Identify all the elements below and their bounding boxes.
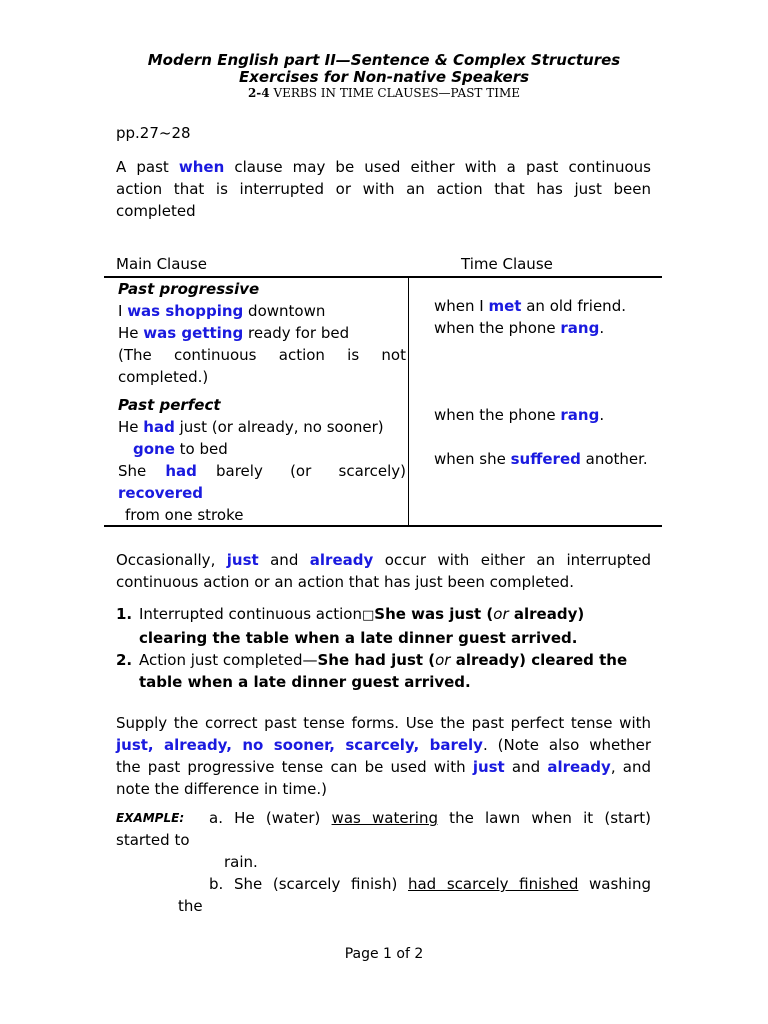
verb-was-getting: was getting	[143, 324, 244, 342]
example-block	[116, 807, 651, 917]
keyword-just: just	[226, 551, 259, 569]
verb-had: had	[165, 462, 197, 480]
text: Action just completed—	[139, 651, 318, 669]
text: when I	[434, 297, 489, 315]
perfect-title: Past perfect	[118, 396, 221, 414]
text: already) cleared the	[450, 651, 628, 669]
text: b. She (scarcely finish)	[209, 875, 408, 893]
perfect-example-2	[118, 460, 406, 482]
perfect-example-1-cont	[118, 438, 406, 460]
perfect-example-2-end: from one stroke	[125, 506, 244, 524]
text: and	[258, 551, 310, 569]
keyword-just: just	[472, 758, 505, 776]
text: or	[493, 605, 509, 623]
text: .	[599, 406, 605, 424]
text: and	[504, 758, 548, 776]
progressive-note-1: (The continuous action is not	[118, 346, 406, 364]
keyword-list: just, already, no sooner, scarcely, barely	[116, 736, 483, 754]
example-a-line-3: rain.	[224, 853, 258, 871]
occasionally-line-2: continuous action or an action that has just been completed.	[116, 573, 574, 591]
instructions-line-2	[116, 734, 651, 756]
example-a-answer: was watering	[331, 809, 438, 827]
separator-glyph: □	[361, 608, 375, 623]
instructions-line-3	[116, 756, 651, 778]
list-item	[116, 603, 656, 649]
intro-line-2: action that is interrupted or with an action that has just been	[116, 180, 651, 198]
list-item-2-line-1	[116, 649, 656, 671]
table-column-divider	[408, 278, 409, 525]
text: I	[118, 302, 128, 320]
example-a-line-1	[116, 807, 651, 829]
keyword-already: already	[547, 758, 611, 776]
section-number: 2-4	[247, 86, 270, 100]
list-number: 1.	[116, 605, 133, 623]
text: She was just (	[374, 605, 494, 623]
text: another.	[580, 450, 648, 468]
perfect-main-cell	[118, 394, 406, 526]
list-item	[116, 649, 656, 693]
text: to bed	[174, 440, 228, 458]
text: just (or already, no sooner)	[174, 418, 384, 436]
text: barely (or scarcely)	[216, 462, 406, 480]
text: ready for bed	[243, 324, 350, 342]
verb-suffered: suffered	[510, 450, 581, 468]
verb-recovered: recovered	[118, 484, 204, 502]
list-number: 2.	[116, 651, 133, 669]
perfect-example-1	[118, 416, 406, 438]
text: or	[435, 651, 451, 669]
intro-text: A past	[116, 158, 179, 176]
instructions-line-1: Supply the correct past tense forms. Use the past perfect tense with	[116, 714, 651, 732]
numbered-list	[116, 603, 656, 693]
text: .	[599, 319, 605, 337]
intro-text: clause may be used either with a past continuous	[224, 158, 651, 176]
text: when the phone	[434, 319, 561, 337]
list-item-2-line-2: table when a late dinner guest arrived.	[139, 673, 471, 691]
text: Interrupted continuous action	[139, 605, 362, 623]
occasionally-line-1	[116, 549, 651, 571]
intro-line-3: completed	[116, 202, 196, 220]
text: when she	[434, 450, 511, 468]
intro-paragraph	[116, 156, 651, 222]
text: when the phone	[434, 406, 561, 424]
example-label: EXAMPLE:	[116, 811, 185, 825]
progressive-example-2	[118, 322, 406, 344]
text: washing	[578, 875, 652, 893]
instructions-paragraph	[116, 712, 651, 800]
example-b-line-1	[116, 873, 651, 895]
text: He	[118, 418, 144, 436]
page-number: Page 1 of 2	[344, 946, 424, 962]
progressive-time-1	[434, 295, 626, 317]
list-item-1-line-2: clearing the table when a late dinner guest arrived.	[139, 629, 578, 647]
text: an old friend.	[521, 297, 626, 315]
doc-subtitle: Exercises for Non-native Speakers	[238, 68, 530, 86]
progressive-time-2	[434, 317, 626, 339]
progressive-main-cell	[118, 278, 406, 388]
occasionally-paragraph	[116, 549, 651, 593]
example-a-text	[209, 807, 651, 829]
example-a-line-2: started to	[116, 831, 190, 849]
perfect-time-cell	[434, 404, 648, 470]
keyword-when: when	[178, 158, 225, 176]
text: , and	[610, 758, 652, 776]
text: the past progressive tense can be used with	[116, 758, 473, 776]
perfect-example-2-cont	[118, 482, 406, 504]
verb-was-shopping: was shopping	[127, 302, 244, 320]
doc-title: Modern English part II—Sentence & Complex Structures	[147, 51, 621, 69]
text: a. He (water)	[209, 809, 332, 827]
section-title: VERBS IN TIME CLAUSES—PAST TIME	[269, 86, 521, 100]
text: She	[118, 462, 147, 480]
table-header-main: Main Clause	[116, 255, 207, 273]
keyword-already: already	[309, 551, 374, 569]
verb-gone: gone	[133, 440, 175, 458]
section-heading	[0, 86, 768, 100]
text: He	[118, 324, 144, 342]
intro-line-1	[116, 156, 651, 178]
text: downtown	[243, 302, 326, 320]
perfect-time-1	[434, 404, 648, 426]
page-reference: pp.27~28	[116, 124, 191, 142]
text: occur with either an interrupted	[373, 551, 651, 569]
table-header-time: Time Clause	[461, 255, 553, 273]
progressive-time-cell	[434, 295, 626, 339]
text: She had just (	[317, 651, 436, 669]
text: already)	[508, 605, 585, 623]
progressive-example-1	[118, 300, 406, 322]
progressive-title: Past progressive	[118, 280, 260, 298]
example-b-line-2: the	[178, 897, 203, 915]
verb-had: had	[143, 418, 175, 436]
perfect-time-2	[434, 448, 648, 470]
verb-rang: rang	[560, 319, 600, 337]
instructions-line-4: note the difference in time.)	[116, 780, 327, 798]
text: Occasionally,	[116, 551, 227, 569]
progressive-note-2: completed.)	[118, 368, 209, 386]
example-b-answer: had scarcely finished	[407, 875, 579, 893]
list-item-1-line-1	[116, 603, 656, 627]
verb-rang: rang	[560, 406, 600, 424]
verb-met: met	[488, 297, 522, 315]
text: . (Note also whether	[482, 736, 651, 754]
text: the lawn when it (start)	[437, 809, 651, 827]
